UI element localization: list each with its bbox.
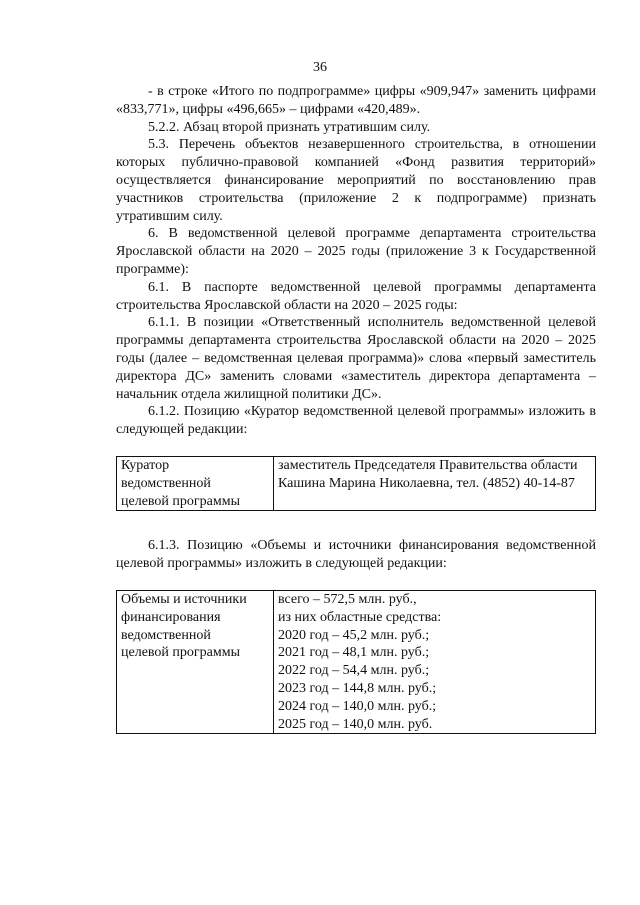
curator-value-line: Кашина Марина Николаевна, тел. (4852) 40-14-87 (278, 475, 575, 491)
curator-table (116, 456, 596, 511)
table-row (117, 590, 596, 733)
funding-label-line: ведомственной (121, 627, 211, 643)
document-body (116, 83, 596, 734)
funding-value-cell (274, 590, 596, 733)
funding-source-line: из них областные средства: (278, 609, 442, 625)
funding-year-line: 2021 год – 48,1 млн. руб.; (278, 645, 430, 661)
funding-label-line: Объемы и источники (121, 591, 247, 607)
funding-year-line: 2025 год – 140,0 млн. руб. (278, 716, 433, 732)
paragraph-6-1-3: 6.1.3. Позицию «Объемы и источники финансирования ведомственной целевой программы» изложить в следующей редакции: (116, 538, 596, 572)
paragraph-5-3: 5.3. Перечень объектов незавершенного строительства, в отношении которых публично-правовой компанией «Фонд развития территорий» осуществляется финансирование мероприятий по восстановлению прав участников строительства (приложение 2 к подпрограмме) признать утратившим силу. (116, 137, 596, 224)
curator-label-line: ведомственной (121, 475, 211, 491)
funding-year-line: 2020 год – 45,2 млн. руб.; (278, 627, 430, 643)
curator-value-cell (274, 456, 596, 510)
paragraph-6-1: 6.1. В паспорте ведомственной целевой программы департамента строительства Ярославской области на 2020 – 2025 годы: (116, 279, 596, 313)
paragraph-6-1-1: 6.1.1. В позиции «Ответственный исполнитель ведомственной целевой программы департамента строительства Ярославской области на 2020 – 2025 годы (далее – ведомственная целевая программа)» слова «первый заместитель директора ДС» заменить словами «заместитель директора департамента – начальник отдела жилищной политики ДС». (116, 315, 596, 402)
spacer (116, 511, 596, 537)
curator-label-line: Куратор (121, 457, 170, 473)
curator-label-cell (117, 456, 274, 510)
funding-year-line: 2022 год – 54,4 млн. руб.; (278, 663, 430, 679)
paragraph-6-1-2: 6.1.2. Позицию «Куратор ведомственной целевой программы» изложить в следующей редакции: (116, 404, 596, 438)
funding-label-cell (117, 590, 274, 733)
curator-label-line: целевой программы (121, 493, 240, 509)
funding-table (116, 590, 596, 734)
curator-value-line: заместитель Председателя Правительства области (278, 457, 578, 473)
table-row (117, 456, 596, 510)
paragraph-6: 6. В ведомственной целевой программе департамента строительства Ярославской области на 2020 – 2025 годы (приложение 3 к Государственной программе): (116, 226, 596, 277)
paragraph-replace-figures: - в строке «Итого по подпрограмме» цифры «909,947» заменить цифрами «833,771», цифры «496,665» – цифрами «420,489». (116, 84, 596, 117)
funding-total-line: всего – 572,5 млн. руб., (278, 591, 417, 607)
spacer (116, 573, 596, 590)
funding-year-line: 2023 год – 144,8 млн. руб.; (278, 680, 437, 696)
funding-year-line: 2024 год – 140,0 млн. руб.; (278, 698, 437, 714)
funding-label-line: целевой программы (121, 645, 240, 661)
paragraph-5-2-2: 5.2.2. Абзац второй признать утратившим силу. (148, 119, 431, 135)
page-number: 36 (313, 60, 327, 75)
funding-label-line: финансирования (121, 609, 221, 625)
